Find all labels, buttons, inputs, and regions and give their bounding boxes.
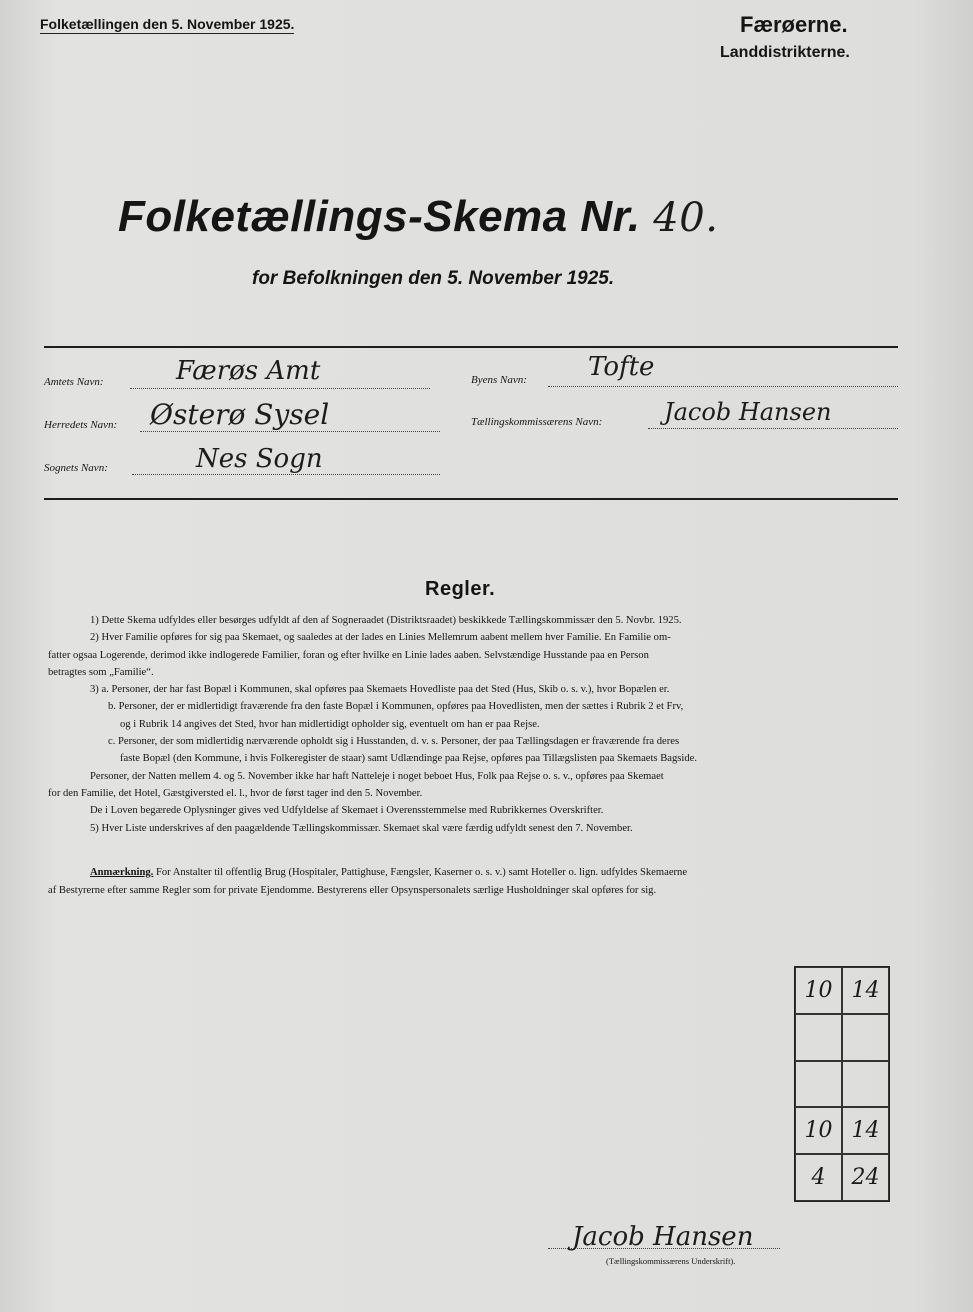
rule-line: betragtes som „Familie“. xyxy=(48,666,154,678)
top-rule xyxy=(44,346,898,348)
note-line1-text: For Anstalter til offentlig Brug (Hospitaler, Pattighuse, Fængsler, Kaserner o. s. v.) samt Hoteller o. lign. udfyldes Skemaerne xyxy=(155,867,688,878)
rule-line: for den Familie, det Hotel, Gæstgiversted el. l., hvor de først tager ind den 5. November. xyxy=(48,787,423,799)
sogn-line xyxy=(132,474,440,475)
kommissaer-value: Jacob Hansen xyxy=(664,398,832,426)
sogn-value: Nes Sogn xyxy=(196,444,323,474)
form-subtitle: for Befolkningen den 5. November 1925. xyxy=(252,268,615,289)
form-number: 40. xyxy=(653,195,719,241)
note-label: Anmærkning. xyxy=(90,867,154,878)
note-text xyxy=(48,864,904,899)
header-census-date: Folketællingen den 5. November 1925. xyxy=(40,16,295,32)
rule-line: c. Personer, der som midlertidig nærværende opholdt sig i Husstanden, d. v. s. Personer, der paa Tællingsdagen er fraværende fra deres xyxy=(108,736,680,748)
rule-line: Personer, der Natten mellem 4. og 5. November ikke har haft Natteleje i noget beboet Hus, Folk paa Rejse o. s. v., opføres paa Skemaet xyxy=(90,770,664,782)
rule-line: b. Personer, der er midlertidigt fraværende fra den faste Bopæl i Kommunen, opføres paa Hovedlisten, men der sættes i Rubrik 2 et Frv, xyxy=(108,701,684,713)
kommissaer-label: Tællingskommissærens Navn: xyxy=(471,416,603,428)
tally-box xyxy=(794,966,890,1202)
header-region: Færøerne. xyxy=(740,12,848,37)
amt-line xyxy=(130,388,430,389)
tally-cell xyxy=(842,1014,889,1061)
rule-line: faste Bopæl (den Kommune, i hvis Folkeregister de staar) samt Udlændinge paa Rejse, opføres paa Tillægslisten paa Skemaets Bagside. xyxy=(120,753,697,765)
rule-line: 1) Dette Skema udfyldes eller besørges udfyldt af den af Sogneraadet (Distriktsraadet) beskikkede Tællingskommissær den 5. Novbr. 1925. xyxy=(90,615,682,626)
amt-label: Amtets Navn: xyxy=(44,376,104,388)
tally-cell xyxy=(842,1061,889,1108)
sogn-label: Sognets Navn: xyxy=(44,462,108,474)
tally-cell xyxy=(795,1014,842,1061)
kommissaer-line xyxy=(648,428,898,429)
herred-line xyxy=(140,431,440,432)
by-label: Byens Navn: xyxy=(471,374,527,386)
tally-cell: 14 xyxy=(842,967,889,1014)
tally-cell: 4 xyxy=(795,1154,842,1201)
tally-cell: 24 xyxy=(842,1154,889,1201)
form-title xyxy=(118,192,718,242)
tally-cell: 10 xyxy=(795,1107,842,1154)
bottom-rule xyxy=(44,498,898,500)
signature-handwriting: Jacob Hansen xyxy=(572,1222,754,1252)
herred-label: Herredets Navn: xyxy=(44,419,118,431)
rule-line: fatter ogsaa Logerende, derimod ikke indlogerede Familier, foran og efter hvilke en Linie lades aaben. Selvstændige Husstande paa en Person xyxy=(48,649,649,661)
rules-title: Regler. xyxy=(425,578,496,600)
note-line-2: af Bestyrerne efter samme Regler som for private Ejendomme. Bestyrerens eller Opsynspersonalets særlige Husholdninger skal opføres for sig. xyxy=(48,884,657,896)
herred-value: Østerø Sysel xyxy=(150,398,330,431)
signature-line xyxy=(548,1248,780,1249)
rule-line: De i Loven begærede Oplysninger gives ved Udfyldelse af Skemaet i Overensstemmelse med Rubrikkernes Overskrifter. xyxy=(90,805,604,817)
signature-caption: (Tællingskommissærens Underskrift). xyxy=(606,1256,736,1266)
form-title-text: Folketællings-Skema Nr. xyxy=(118,192,641,241)
rule-line: 2) Hver Familie opføres for sig paa Skemaet, og saaledes at der lades en Linies Mellemrum aabent mellem hver Familie. En Familie om- xyxy=(90,632,671,644)
tally-cell: 14 xyxy=(842,1107,889,1154)
note-line-1 xyxy=(48,864,904,882)
header-district-type: Landdistrikterne. xyxy=(720,44,850,61)
tally-cell xyxy=(795,1061,842,1108)
tally-cell: 10 xyxy=(795,967,842,1014)
rules-text xyxy=(48,612,904,837)
by-line xyxy=(548,386,898,387)
rule-line: 3) a. Personer, der har fast Bopæl i Kommunen, skal opføres paa Skemaets Hovedliste paa det Sted (Hus, Skib o. s. v.), hvor Bopælen er. xyxy=(90,684,670,696)
amt-value: Færøs Amt xyxy=(176,356,321,386)
rule-line: og i Rubrik 14 angives det Sted, hvor han midlertidigt opholder sig, eventuelt om han er paa Rejse. xyxy=(120,718,540,730)
by-value: Tofte xyxy=(588,352,655,382)
rule-line: 5) Hver Liste underskrives af den paagældende Tællingskommissær. Skemaet skal være færdig udfyldt senest den 7. November. xyxy=(90,822,633,834)
